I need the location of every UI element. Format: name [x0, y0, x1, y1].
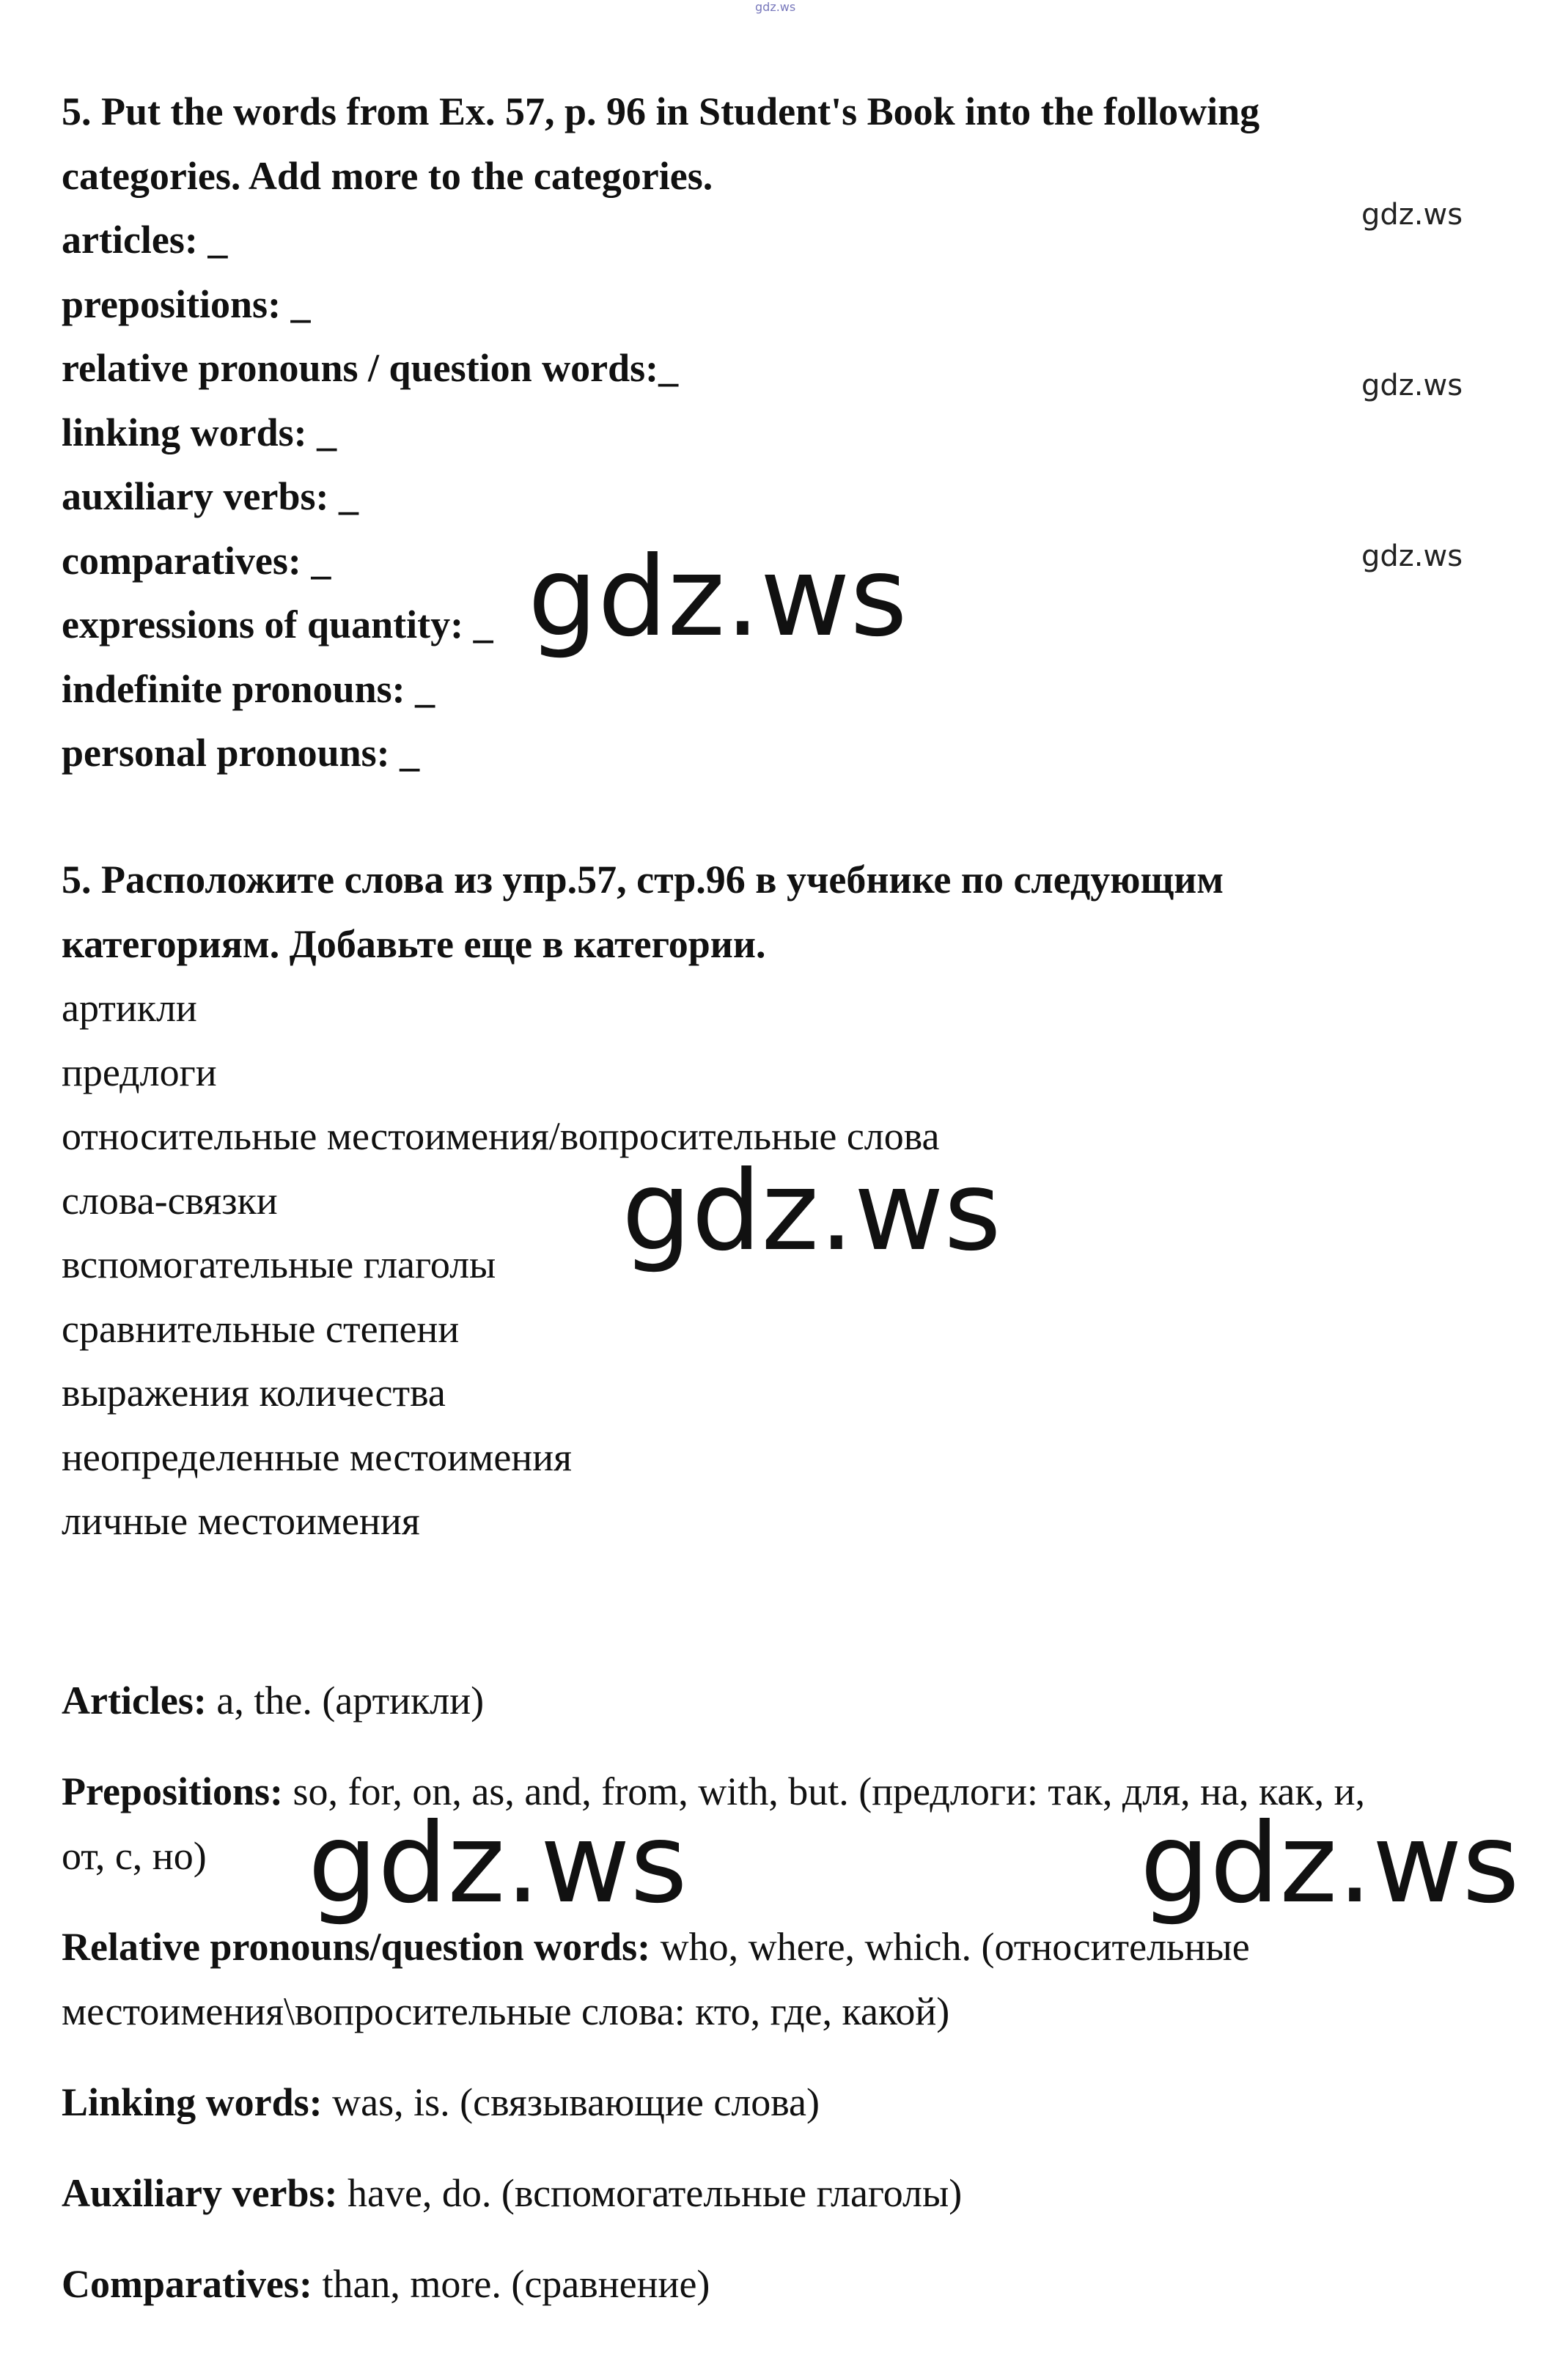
- task-en-item-indefinite-pronouns: indefinite pronouns: _: [62, 667, 435, 711]
- answer-linking-words: [62, 2070, 820, 2134]
- task-en-item-personal-pronouns: personal pronouns: _: [62, 731, 420, 775]
- task-ru-item-2: предлоги: [62, 1050, 217, 1094]
- task-en-item-relative-pronouns: relative pronouns / question words:_: [62, 346, 679, 390]
- watermark-big-2: gdz.ws: [622, 1148, 1001, 1275]
- task-ru-item-1: артикли: [62, 986, 197, 1030]
- answer-articles: [62, 1668, 484, 1733]
- answer-articles-text: a, the. (артикли): [206, 1679, 485, 1723]
- answer-comparatives-text: than, more. (сравнение): [312, 2262, 710, 2306]
- answer-linking-words-label: Linking words:: [62, 2080, 323, 2124]
- answer-linking-words-text: was, is. (связывающие слова): [322, 2080, 820, 2124]
- answer-relative-pronouns-text: who, where, which. (относительные: [650, 1925, 1250, 1969]
- task-ru-item-4: слова-связки: [62, 1179, 278, 1223]
- task-ru-item-5: вспомогательные глаголы: [62, 1242, 496, 1286]
- task-ru-item-3: относительные местоимения/вопросительные слова: [62, 1114, 940, 1158]
- watermark-big-4: gdz.ws: [1140, 1800, 1520, 1928]
- answer-relative-pronouns-cont: местоимения\вопросительные слова: кто, где, какой): [62, 1989, 950, 2033]
- answer-comparatives: [62, 2252, 710, 2316]
- watermark-big-1: gdz.ws: [528, 534, 908, 661]
- watermark-big-3: gdz.ws: [308, 1800, 688, 1928]
- answer-auxiliary-verbs-text: have, do. (вспомогательные глаголы): [337, 2171, 963, 2215]
- answer-relative-pronouns-label: Relative pronouns/question words:: [62, 1925, 651, 1969]
- task-ru-item-8: неопределенные местоимения: [62, 1435, 572, 1479]
- task-en-item-linking-words: linking words: _: [62, 410, 337, 454]
- answer-comparatives-label: Comparatives:: [62, 2262, 312, 2306]
- answer-articles-label: Articles:: [62, 1679, 207, 1723]
- task-en-item-auxiliary-verbs: auxiliary verbs: _: [62, 474, 358, 518]
- answer-prepositions-cont: от, с, но): [62, 1834, 207, 1878]
- answer-prepositions-label: Prepositions:: [62, 1769, 284, 1813]
- watermark-small-1: gdz.ws: [1361, 198, 1463, 232]
- task-en-item-articles: articles: _: [62, 218, 228, 262]
- task-ru-title-line2: категориям. Добавьте еще в категории.: [62, 922, 766, 966]
- task-ru-title-line1: 5. Расположите слова из упр.57, стр.96 в учебнике по следующим: [62, 858, 1224, 902]
- answer-auxiliary-verbs: [62, 2161, 962, 2225]
- answer-prepositions-text: so, for, on, as, and, from, with, but. (предлоги: так, для, на, как, и,: [283, 1769, 1365, 1813]
- task-en-item-comparatives: comparatives: _: [62, 539, 331, 583]
- answer-relative-pronouns: [62, 1915, 1250, 1979]
- task-ru-item-9: личные местоимения: [62, 1499, 420, 1543]
- task-ru-item-6: сравнительные степени: [62, 1307, 460, 1351]
- task-en-title-line2: categories. Add more to the categories.: [62, 154, 713, 198]
- task-en-title-line1: 5. Put the words from Ex. 57, p. 96 in Student's Book into the following: [62, 89, 1260, 133]
- watermark-small-3: gdz.ws: [1361, 539, 1463, 573]
- watermark-small-2: gdz.ws: [1361, 369, 1463, 402]
- task-en-item-prepositions: prepositions: _: [62, 282, 311, 326]
- task-ru-item-7: выражения количества: [62, 1371, 446, 1415]
- answer-auxiliary-verbs-label: Auxiliary verbs:: [62, 2171, 338, 2215]
- watermark-tiny: gdz.ws: [755, 0, 796, 14]
- task-en-item-expressions-of-quantity: expressions of quantity: _: [62, 603, 493, 646]
